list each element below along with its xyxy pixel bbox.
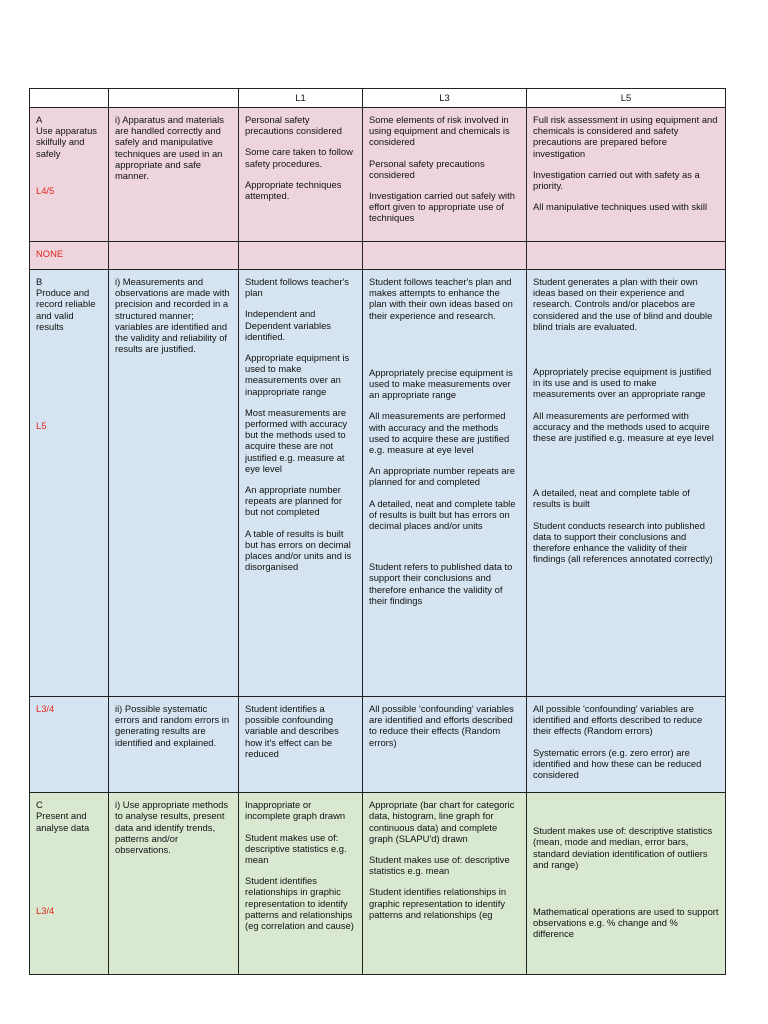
descriptor-cell bbox=[109, 793, 239, 975]
rubric-point: A detailed, neat and complete table of results is built but has errors on decimal places and/or units bbox=[369, 497, 516, 532]
rubric-point: Most measurements are performed with accuracy but the methods used to acquire these are not justified e.g. measure at eye level bbox=[245, 406, 348, 474]
rubric-point: Student generates a plan with their own ideas based on their experience and research. Controls and/or placebos are considered and the use of blind and double blind trials are evaluated. bbox=[533, 276, 713, 332]
descriptor-cell bbox=[109, 108, 239, 242]
rubric-point: Student follows teacher's plan and makes attempts to enhance the plan with their own ideas based on their experience and research. bbox=[369, 276, 513, 321]
rubric-point: All possible 'confounding' variables are identified and efforts described to reduce their effects (Random errors) bbox=[533, 703, 703, 737]
rubric-point: Appropriately precise equipment is used to make measurements over an appropriate range bbox=[369, 366, 513, 401]
rubric-point: Personal safety precautions considered bbox=[245, 114, 342, 137]
rubric-point: Student identifies relationships in graphic representation to identify patterns and relationships (eg correlation and cause) bbox=[245, 875, 354, 932]
rubric-point: Student conducts research into published data to support their conclusions and therefore enhance the validity of their findings (all references annotated correctly) bbox=[533, 519, 713, 565]
rubric-point: All measurements are performed with accuracy and the methods used to acquire these are justified e.g. measure at eye level bbox=[369, 410, 510, 456]
rubric-point: Student makes use of: descriptive statistics (mean, mode and median, error bars, standard deviation identification of outliers and range) bbox=[533, 825, 713, 870]
assessment-rubric-table bbox=[29, 88, 726, 975]
header-criterion-cell bbox=[30, 89, 109, 108]
rubric-point: An appropriate number repeats are planned for and completed bbox=[369, 465, 515, 488]
rubric-point: Some care taken to follow safety procedures. bbox=[245, 146, 353, 169]
rubric-point: Independent and Dependent variables identified. bbox=[245, 308, 331, 342]
descriptor-cell bbox=[109, 270, 239, 697]
empty-cell bbox=[363, 242, 527, 270]
rubric-point: Systematic errors (e.g. zero error) are identified and how these can be reduced considered bbox=[533, 746, 702, 781]
l1-cell bbox=[239, 793, 363, 975]
rubric-point: Investigation carried out safely with effort given to appropriate use of techniques bbox=[369, 190, 515, 224]
rubric-point: Student makes use of: descriptive statistics e.g. mean bbox=[245, 831, 347, 866]
rubric-point: Student refers to published data to support their conclusions and therefore enhance the validity of their findings bbox=[369, 561, 513, 606]
descriptor-text: i) Use appropriate methods to analyse results, present data and identify trends, patterns and/or observations. bbox=[115, 799, 229, 856]
row-b bbox=[30, 270, 726, 697]
rubric-point: Full risk assessment in using equipment and chemicals is considered and safety precautions are prepared before investigation bbox=[533, 114, 718, 159]
l5-cell bbox=[527, 697, 726, 793]
l3-cell bbox=[363, 793, 527, 975]
l3-cell bbox=[363, 697, 527, 793]
rubric-point: Inappropriate or incomplete graph drawn bbox=[245, 799, 346, 822]
criterion-code: C bbox=[36, 799, 43, 811]
empty-cell bbox=[109, 242, 239, 270]
empty-cell bbox=[239, 242, 363, 270]
none-label: NONE bbox=[30, 242, 109, 270]
criterion-c-cell bbox=[30, 793, 109, 975]
l3-cell bbox=[363, 270, 527, 697]
criterion-level: L3/4 bbox=[36, 904, 55, 916]
criterion-b-cell bbox=[30, 270, 109, 697]
l1-cell bbox=[239, 108, 363, 242]
rubric-point: Investigation carried out with safety as a priority. bbox=[533, 168, 700, 192]
criterion-title: Produce and record reliable and valid results bbox=[36, 287, 96, 332]
rubric-point: Appropriate (bar chart for categoric data, histogram, line graph for continuous data) and complete graph (SLAPU'd) drawn bbox=[369, 799, 515, 844]
criterion-title: Present and analyse data bbox=[36, 810, 90, 833]
rubric-point: All measurements are performed with accuracy and the methods used to acquire these are justified e.g. measure at eye level bbox=[533, 409, 714, 444]
rubric-point: Appropriately precise equipment is justified in its use and is used to make measurements over an appropriate range bbox=[533, 366, 712, 400]
rubric-point: Student follows teacher's plan bbox=[245, 276, 349, 299]
criterion-level: L5 bbox=[36, 420, 47, 432]
header-l1: L1 bbox=[239, 89, 363, 108]
row-none bbox=[30, 242, 726, 270]
rubric-point: Some elements of risk involved in using equipment and chemicals is considered bbox=[369, 114, 510, 148]
rubric-point: A detailed, neat and complete table of results is built bbox=[533, 487, 690, 510]
rubric-point: All possible 'confounding' variables are identified and efforts described to reduce their effects (Random errors) bbox=[369, 703, 514, 748]
l5-cell bbox=[527, 108, 726, 242]
rubric-point: Personal safety precautions considered bbox=[369, 157, 485, 180]
l1-cell bbox=[239, 270, 363, 697]
empty-cell bbox=[527, 242, 726, 270]
header-row bbox=[30, 89, 726, 108]
criterion-level: L3/4 bbox=[36, 703, 55, 714]
l5-cell bbox=[527, 793, 726, 975]
rubric-point: All manipulative techniques used with skill bbox=[533, 201, 708, 213]
rubric-point: An appropriate number repeats are planned for but not completed bbox=[245, 484, 342, 518]
row-a bbox=[30, 108, 726, 242]
criterion-title: Use apparatus skilfully and safely bbox=[36, 125, 97, 159]
descriptor-text: i) Apparatus and materials are handled correctly and safely and manipulative techniques are used in an appropriate and safe manner. bbox=[115, 114, 224, 182]
rubric-point: Mathematical operations are used to support observations e.g. % change and % difference bbox=[533, 906, 719, 940]
criterion-a-cell bbox=[30, 108, 109, 242]
criterion-code: A bbox=[36, 114, 43, 125]
rubric-point: A table of results is built but has errors on decimal places and/or units and is disorganised bbox=[245, 527, 352, 573]
l1-cell bbox=[239, 697, 363, 793]
descriptor-text: i) Measurements and observations are made with precision and recorded in a structured manner; variables are identified and the validity and reliability of results are justified. bbox=[115, 276, 230, 355]
rubric-point: Appropriate equipment is used to make measurements over an inappropriate range bbox=[245, 352, 350, 397]
descriptor-text: ii) Possible systematic errors and random errors in generating results are identified and explained. bbox=[115, 703, 230, 748]
criterion-b2-cell bbox=[30, 697, 109, 793]
rubric-point: Student identifies a possible confounding variable and describes how it's effect can be reduced bbox=[245, 703, 339, 759]
descriptor-cell bbox=[109, 697, 239, 793]
criterion-level: L4/5 bbox=[36, 184, 55, 196]
l5-cell bbox=[527, 270, 726, 697]
criterion-code: B bbox=[36, 276, 43, 287]
header-l5: L5 bbox=[527, 89, 726, 108]
l3-cell bbox=[363, 108, 527, 242]
rubric-point: Student makes use of: descriptive statistics e.g. mean bbox=[369, 854, 510, 877]
rubric-point: Student identifies relationships in graphic representation to identify patterns and relationships (eg bbox=[369, 886, 507, 920]
row-b2 bbox=[30, 697, 726, 793]
header-descriptor-cell bbox=[109, 89, 239, 108]
row-c bbox=[30, 793, 726, 975]
header-l3: L3 bbox=[363, 89, 527, 108]
rubric-point: Appropriate techniques attempted. bbox=[245, 178, 342, 202]
